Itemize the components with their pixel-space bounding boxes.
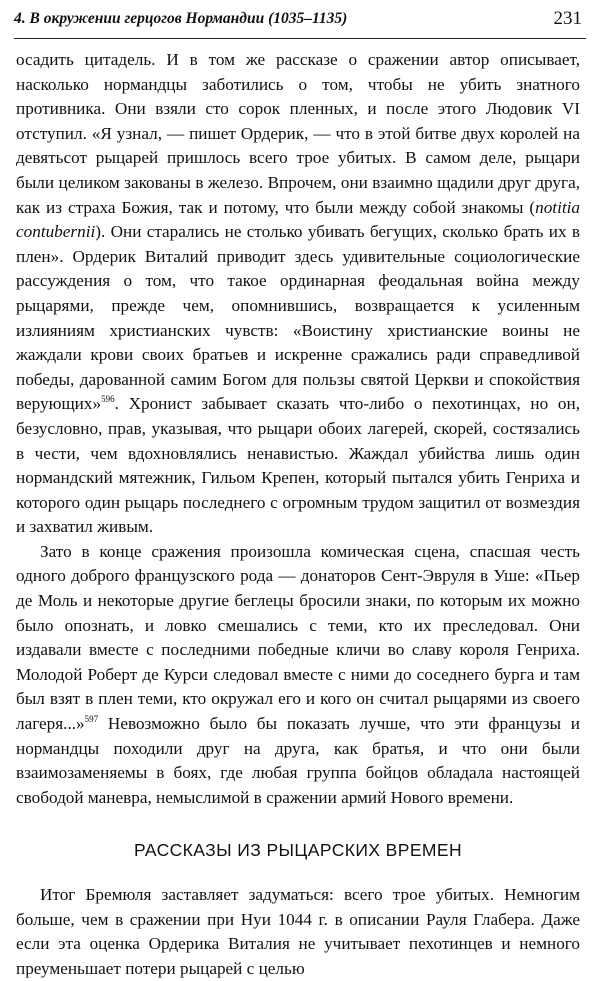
latin-phrase: notitia contubernii	[16, 197, 580, 242]
footnote-ref-597: 597	[84, 714, 99, 725]
text-run: ). Они старались не столько убивать бегущих, сколько брать их в плен». Ордерик Виталий приводит здесь удивительные социологические рассуждения о том, что такое ординарная феодальная война между рыцарями, прежде чем, опомнившись, возвращается к усиленным излияниям христианских чувств: «Воистину христианские воины не жаждали крови своих братьев и искренне сражались ради справедливой победы, дарованной самим Богом для пользы святой Церкви и спокойствия верующих»	[16, 222, 580, 414]
paragraph	[16, 48, 580, 540]
footnote-ref-596: 596	[101, 394, 115, 405]
page-number: 231	[553, 8, 582, 29]
running-header	[14, 8, 586, 39]
body-text	[16, 48, 580, 981]
section-heading: РАССКАЗЫ ИЗ РЫЦАРСКИХ ВРЕМЕН	[134, 840, 462, 861]
paragraph	[16, 883, 580, 981]
chapter-title: 4. В окружении герцогов Нормандии (1035–1135)	[14, 10, 348, 27]
text-run: осадить цитадель. И в том же рассказе о сражении автор описывает, насколько нормандцы заботились о том, чтобы не убить знатного противника. Они взяли сто сорок пленных, и после этого Людовик VI отступил. «Я узнал, — пишет Ордерик, — что в этой битве двух королей на девятьсот рыцарей пришлось всего трое убитых. В самом деле, рыцари были целиком закованы в железо. Впрочем, они взаимно щадили друг друга, как из страха Божия, так и потому, что были между собой знакомы (	[16, 50, 580, 217]
paragraph	[16, 540, 580, 811]
text-run: . Хронист забывает сказать что-либо о пехотинцах, но он, безусловно, прав, указывая, что рыцари обоих лагерей, скорей, состязались в чести, чем вдохновлялись ненавистью. Жаждал убийства лишь один нормандский мятежник, Гильом Крепен, который пытался убить Генриха и которого один рыцарь последнего с огромным трудом защитил от возмездия и захватил живым.	[16, 394, 580, 537]
text-run: Невозможно было бы показать лучше, что эти французы и нормандцы походили друг на друга, как братья, и что они были взаимозаменяемы в боях, где любая группа бойцов обладала настоящей свободой маневра, немыслимой в сражении армий Нового времени.	[16, 714, 580, 807]
text-run: Итог Бремюля заставляет задуматься: всего трое убитых. Немногим больше, чем в сражении при Нуи 1044 г. в описании Рауля Глабера. Даже если эта оценка Ордерика Виталия не учитывает пехотинцев и немного преуменьшает потери рыцарей с целью	[16, 885, 580, 978]
text-run: Зато в конце сражения произошла комическая сцена, спасшая честь одного доброго французского рода — донаторов Сент-Эвруля в Уше: «Пьер де Моль и некоторые другие беглецы бросили знаки, по которым их можно было опознать, и ловко смешались с теми, кто их преследовал. Они издавали вместе с последними победные кличи во славу короля Генриха. Молодой Роберт де Курси следовал вместе с ними до соседнего бурга и там был взят в плен теми, кто окружал его и кого он считал рыцарями из своего лагеря...»	[16, 541, 580, 734]
